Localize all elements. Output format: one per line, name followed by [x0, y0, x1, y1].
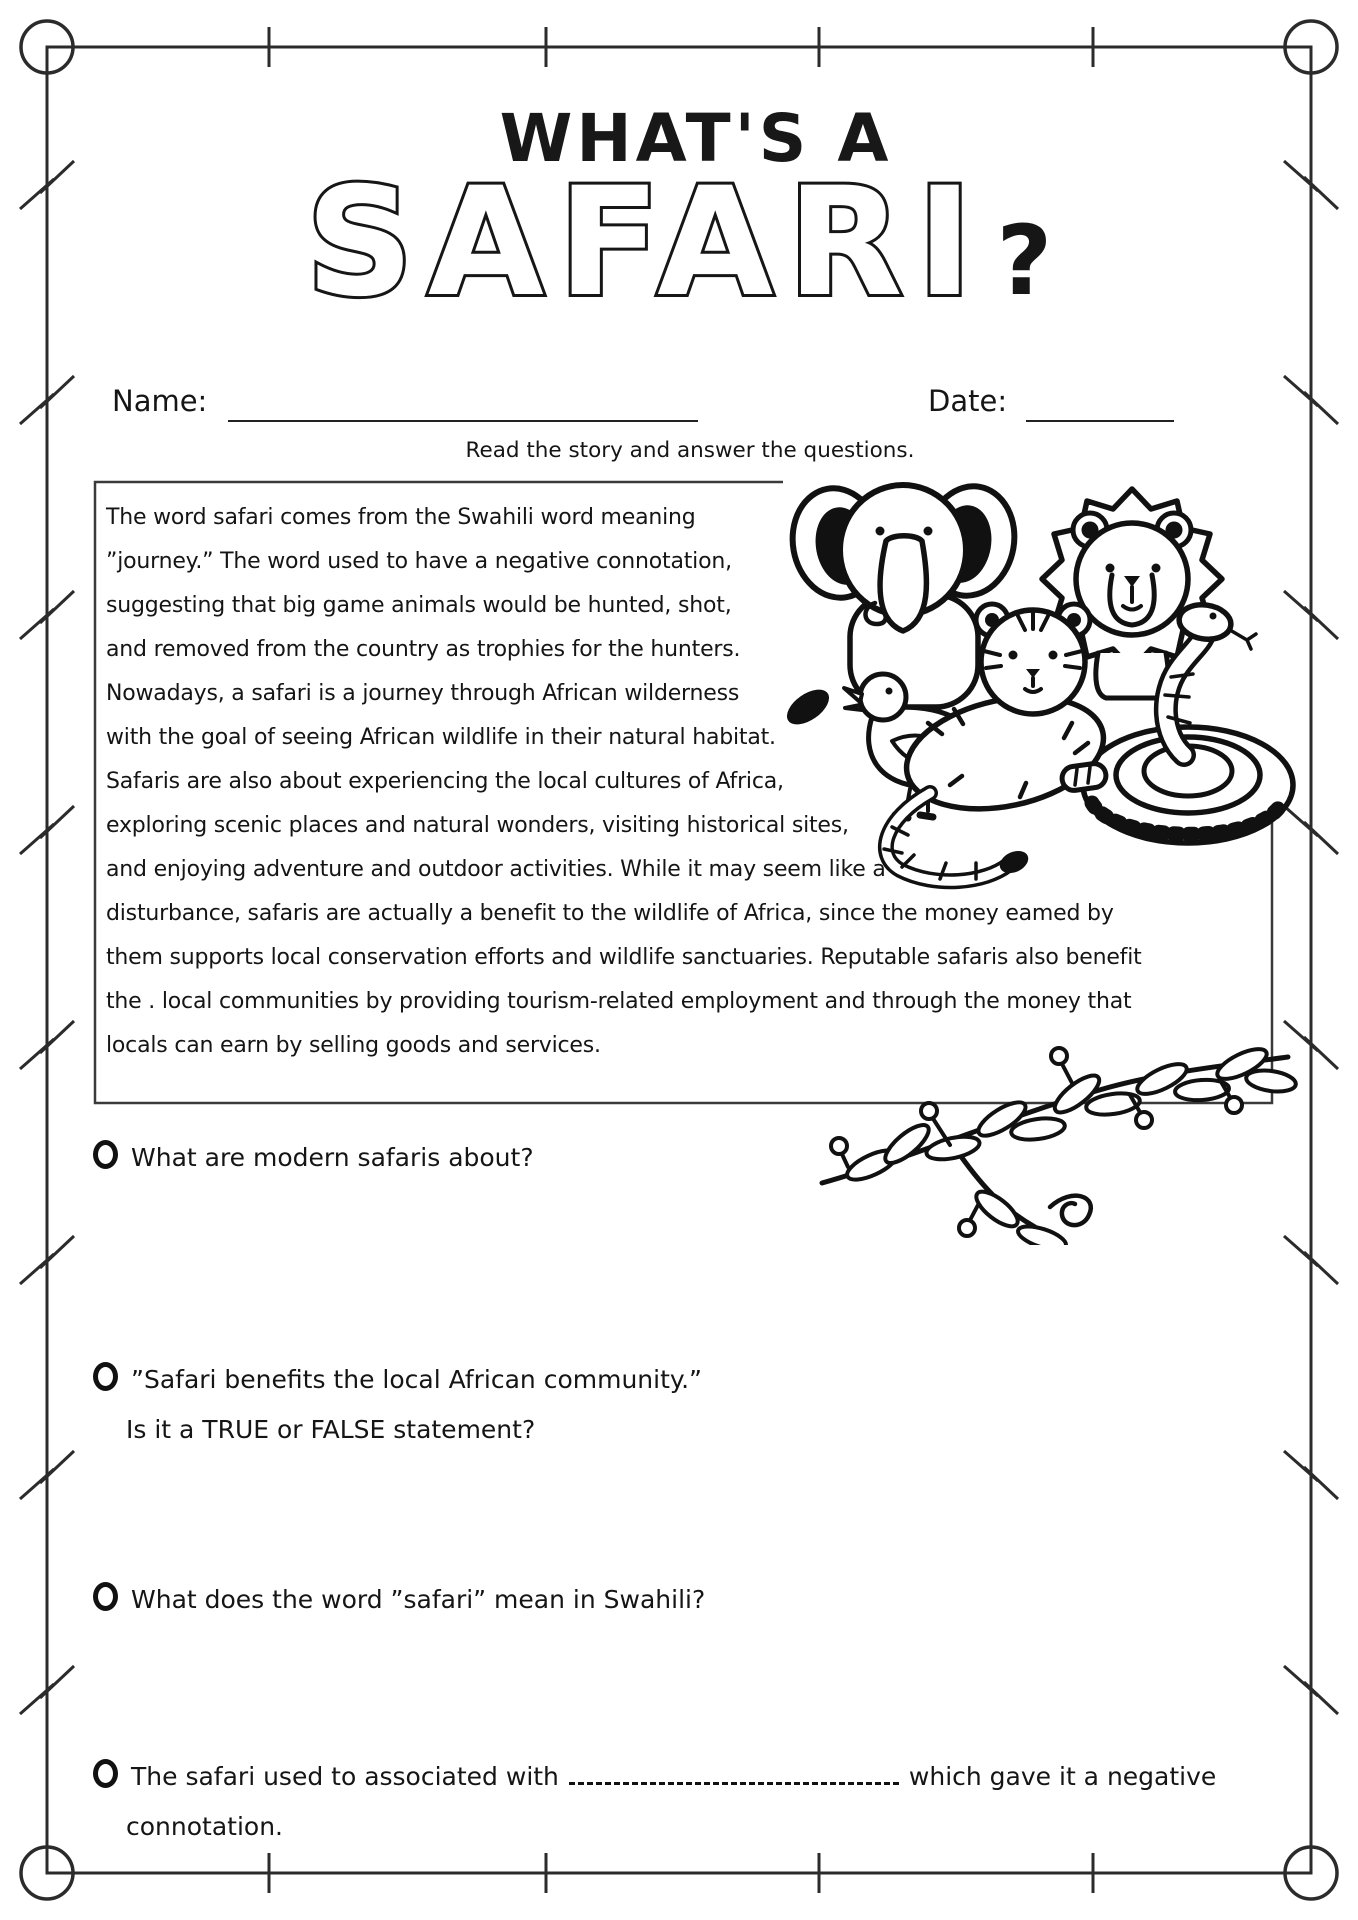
story-line: and enjoying adventure and outdoor activities. While it may seem like a [106, 857, 886, 882]
page-title-line1: WHAT'S A [499, 100, 893, 177]
story-line: exploring scenic places and natural wonders, visiting historical sites, [106, 813, 849, 838]
animals-illustration [780, 455, 1300, 905]
question-3-text: What does the word ”safari” mean in Swahili? [131, 1585, 706, 1614]
story-line: the . local communities by providing tourism-related employment and through the money that [106, 989, 1132, 1014]
question-4-suffix: which gave it a negative [908, 1762, 1217, 1791]
story-line: and removed from the country as trophies for the hunters. [106, 637, 741, 662]
story-line: Nowadays, a safari is a journey through African wilderness [106, 681, 740, 706]
story-line: with the goal of seeing African wildlife in their natural habitat. [106, 725, 776, 750]
question-4-prefix: The safari used to associated with [131, 1762, 559, 1791]
story-line: them supports local conservation efforts and wildlife sanctuaries. Reputable safaris also benefit [106, 945, 1142, 970]
question-2-line2: Is it a TRUE or FALSE statement? [126, 1415, 536, 1444]
date-underline [1026, 420, 1174, 422]
question-bullet-icon [93, 1140, 118, 1169]
story-line: Safaris are also about experiencing the local cultures of Africa, [106, 769, 784, 794]
story-line: locals can earn by selling goods and services. [106, 1033, 601, 1058]
story-line: suggesting that big game animals would be hunted, shot, [106, 593, 732, 618]
story-line: disturbance, safaris are actually a benefit to the wildlife of Africa, since the money eamed by [106, 901, 1114, 926]
question-1-text: What are modern safaris about? [131, 1143, 534, 1172]
question-3 [93, 1575, 705, 1625]
question-bullet-icon [93, 1362, 118, 1391]
page-title-line2 [0, 156, 1358, 330]
title-question-mark: ? [996, 205, 1053, 317]
name-underline [228, 420, 698, 422]
instruction-text: Read the story and answer the questions. [465, 438, 915, 463]
question-bullet-icon [93, 1582, 118, 1611]
date-label: Date: [928, 384, 1008, 418]
question-4-line2: connotation. [126, 1812, 283, 1841]
question-2-line1: ”Safari benefits the local African community.” [131, 1365, 703, 1394]
title-bubble-text: SAFARI [305, 156, 987, 330]
story-line: ”journey.” The word used to have a negative connotation, [106, 549, 732, 574]
question-2 [93, 1355, 702, 1455]
question-1 [93, 1133, 534, 1183]
question-4 [93, 1752, 1216, 1852]
vine-icon [810, 995, 1300, 1245]
question-4-blank-line [569, 1756, 899, 1785]
story-line: The word safari comes from the Swahili word meaning [106, 505, 696, 530]
question-bullet-icon [93, 1759, 118, 1788]
name-label: Name: [112, 384, 208, 418]
